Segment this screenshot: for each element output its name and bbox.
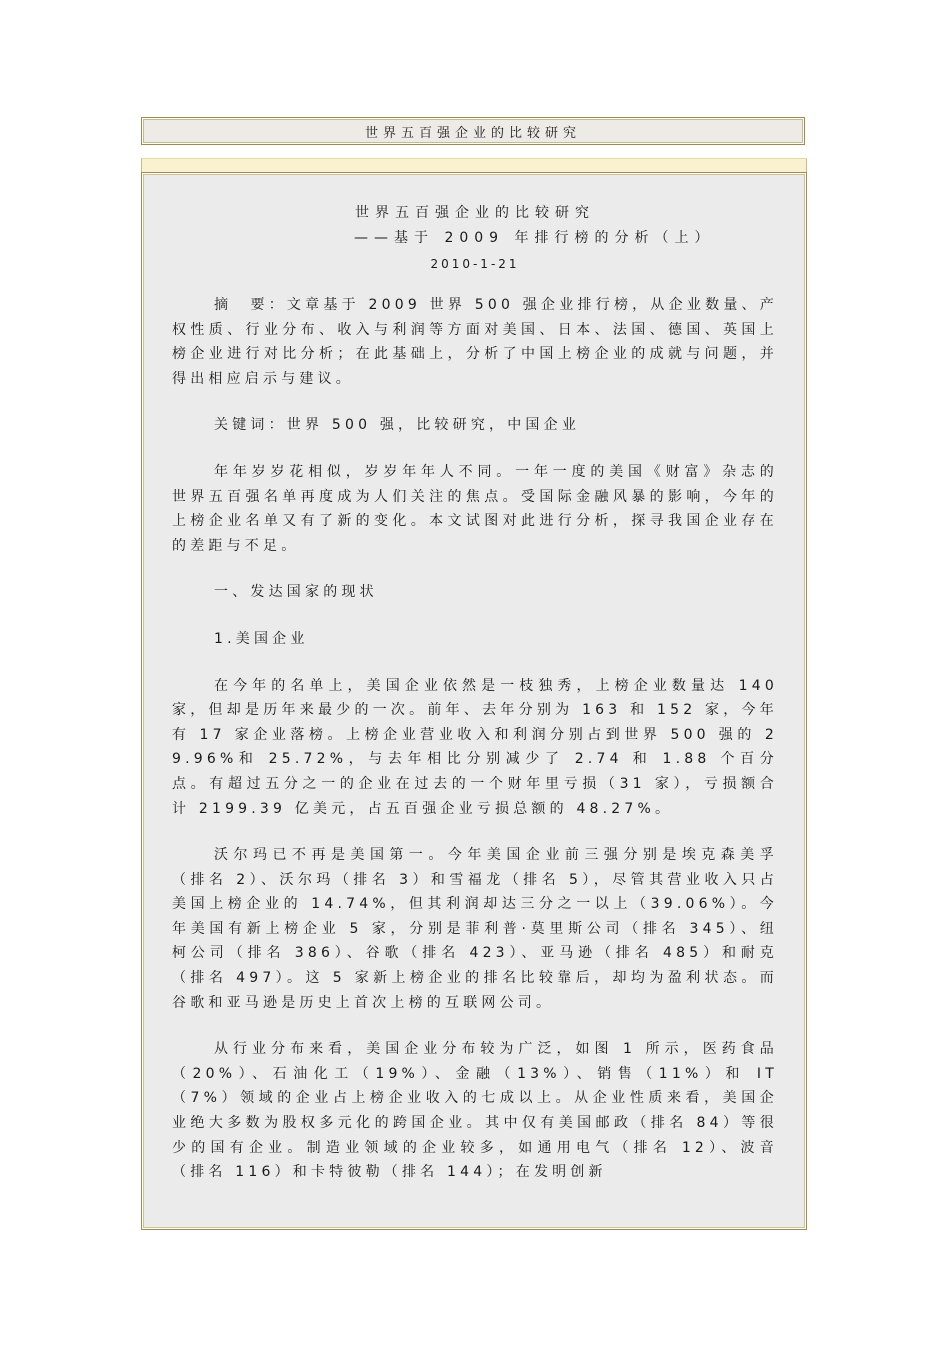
article-subtitle: ——基于 2009 年排行榜的分析（上） <box>354 230 715 246</box>
article-body <box>172 201 778 1207</box>
section-heading: 一、发达国家的现状 <box>214 584 378 601</box>
body-paragraph-2: 沃尔玛已不再是美国第一。今年美国企业前三强分别是埃克森美孚（排名 2）、沃尔玛（排名 3）和雪福龙（排名 5），尽管其营业收入只占美国上榜企业的 14.74%，但其利润却达三分之一以上（39.06%）。今年美国有新上榜企业 5 家，分别是菲利普·莫里斯公司（排名 345）、纽柯公司（排名 386）、谷歌（排名 423）、亚马逊（排名 485）和耐克（排名 497）。这 5 家新上榜企业的排名比较靠后，却均为盈利状态。而谷歌和亚马逊是历史上首次上榜的互联网公司。 <box>172 847 778 1011</box>
body-paragraph-1: 在今年的名单上，美国企业依然是一枝独秀，上榜企业数量达 140 家，但却是历年来最少的一次。前年、去年分别为 163 和 152 家，今年有 17 家企业落榜。上榜企业营业收入和利润分别占到世界 500 强的 29.96%和 25.72%，与去年相比分别减少了 2.74 和 1.88 个百分点。有超过五分之一的企业在过去的一个财年里亏损（31 家），亏损额合计 2199.39 亿美元，占五百强企业亏损总额的 48.27%。 <box>172 677 778 817</box>
article-title: 世界五百强企业的比较研究 <box>355 205 595 221</box>
keywords-paragraph: 关键词：世界 500 强，比较研究，中国企业 <box>214 417 581 434</box>
abstract-paragraph: 摘 要：文章基于 2009 世界 500 强企业排行榜，从企业数量、产权性质、行业分布、收入与利润等方面对美国、日本、法国、德国、英国上榜企业进行对比分析；在此基础上，分析了中国上榜企业的成就与问题，并得出相应启示与建议。 <box>172 297 778 387</box>
page-title: 世界五百强企业的比较研究 <box>364 125 581 141</box>
article-date: 2010-1-21 <box>430 257 520 271</box>
article-content <box>141 172 807 1230</box>
divider-strip <box>141 158 807 172</box>
subsection-heading: 1.美国企业 <box>214 630 309 647</box>
intro-paragraph: 年年岁岁花相似，岁岁年年人不同。一年一度的美国《财富》杂志的世界五百强名单再度成为人们关注的焦点。受国际金融风暴的影响，今年的上榜企业名单又有了新的变化。本文试图对此进行分析，探寻我国企业存在的差距与不足。 <box>172 463 778 554</box>
body-paragraph-3: 从行业分布来看，美国企业分布较为广泛，如图 1 所示，医药食品（20%）、石油化工（19%）、金融（13%）、销售（11%）和 IT（7%）领域的企业占上榜企业收入的七成以上。从企业性质来看，美国企业绝大多数为股权多元化的跨国企业。其中仅有美国邮政（排名 84）等很少的国有企业。制造业领域的企业较多，如通用电气（排名 12）、波音（排名 116）和卡特彼勒（排名 144）；在发明创新 <box>172 1041 778 1181</box>
page-title-bar <box>141 117 805 145</box>
